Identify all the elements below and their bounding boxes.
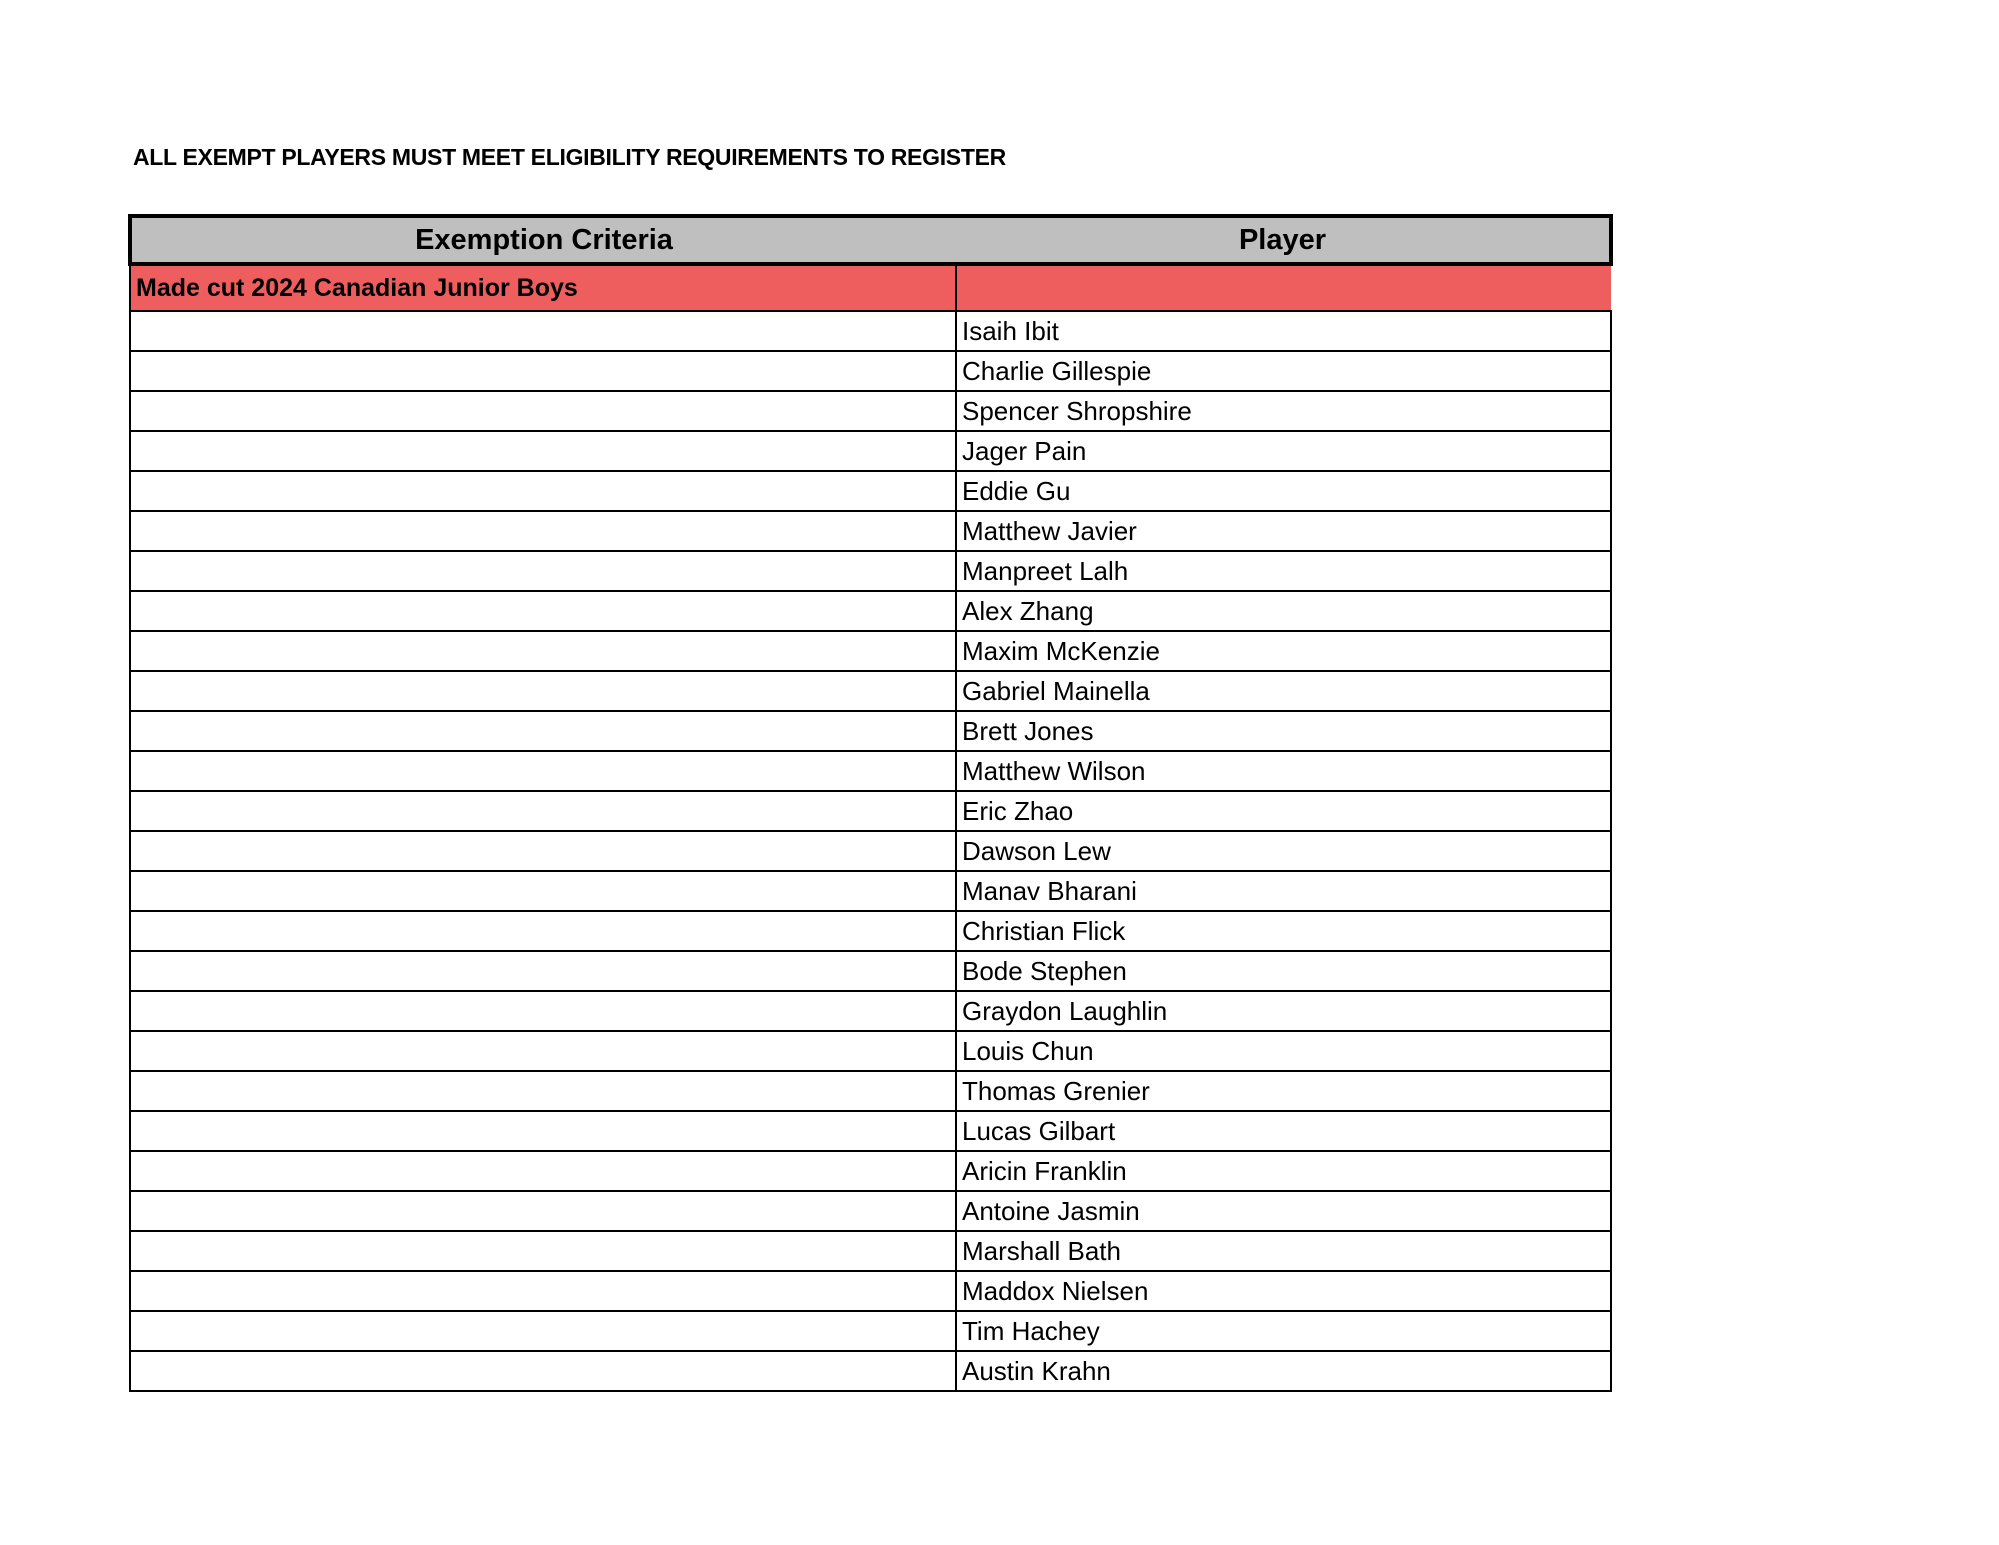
criteria-cell (130, 311, 956, 351)
table-row (130, 1151, 1611, 1191)
player-name-cell: Marshall Bath (956, 1231, 1611, 1271)
criteria-cell (130, 351, 956, 391)
player-name-cell: Graydon Laughlin (956, 991, 1611, 1031)
table-row (130, 831, 1611, 871)
player-name-cell: Spencer Shropshire (956, 391, 1611, 431)
criteria-cell (130, 671, 956, 711)
criteria-cell (130, 511, 956, 551)
table-row (130, 591, 1611, 631)
criteria-cell (130, 1311, 956, 1351)
player-name-cell: Manav Bharani (956, 871, 1611, 911)
table-row (130, 1071, 1611, 1111)
criteria-cell (130, 871, 956, 911)
table-row (130, 311, 1611, 351)
criteria-cell (130, 1151, 956, 1191)
player-name-cell: Aricin Franklin (956, 1151, 1611, 1191)
table-row (130, 711, 1611, 751)
criteria-cell (130, 631, 956, 671)
table-row (130, 911, 1611, 951)
table-row (130, 951, 1611, 991)
player-name-cell: Lucas Gilbart (956, 1111, 1611, 1151)
criteria-cell (130, 551, 956, 591)
player-name-cell: Matthew Wilson (956, 751, 1611, 791)
table-row (130, 1231, 1611, 1271)
table-row (130, 1191, 1611, 1231)
section-criteria: Made cut 2024 Canadian Junior Boys (130, 264, 956, 311)
table-row (130, 551, 1611, 591)
table-row (130, 391, 1611, 431)
exemption-table (128, 214, 1613, 1392)
player-name-cell: Eric Zhao (956, 791, 1611, 831)
table-row (130, 1351, 1611, 1391)
player-name-cell: Louis Chun (956, 1031, 1611, 1071)
header-row (130, 216, 1611, 264)
criteria-cell (130, 751, 956, 791)
header-exemption-criteria: Exemption Criteria (130, 216, 956, 264)
criteria-cell (130, 1351, 956, 1391)
criteria-cell (130, 1271, 956, 1311)
criteria-cell (130, 831, 956, 871)
table-row (130, 671, 1611, 711)
section-row (130, 264, 1611, 311)
table-row (130, 1111, 1611, 1151)
player-name-cell: Christian Flick (956, 911, 1611, 951)
player-name-cell: Maxim McKenzie (956, 631, 1611, 671)
player-name-cell: Isaih Ibit (956, 311, 1611, 351)
table-row (130, 751, 1611, 791)
eligibility-notice: ALL EXEMPT PLAYERS MUST MEET ELIGIBILITY REQUIREMENTS TO REGISTER (133, 144, 1006, 170)
player-name-cell: Antoine Jasmin (956, 1191, 1611, 1231)
table-row (130, 351, 1611, 391)
player-name-cell: Matthew Javier (956, 511, 1611, 551)
table-row (130, 791, 1611, 831)
criteria-cell (130, 1071, 956, 1111)
table-row (130, 511, 1611, 551)
section-player-cell (956, 264, 1611, 311)
player-name-cell: Thomas Grenier (956, 1071, 1611, 1111)
player-name-cell: Maddox Nielsen (956, 1271, 1611, 1311)
table-row (130, 1031, 1611, 1071)
player-name-cell: Brett Jones (956, 711, 1611, 751)
criteria-cell (130, 991, 956, 1031)
criteria-cell (130, 791, 956, 831)
table-row (130, 631, 1611, 671)
table-row (130, 991, 1611, 1031)
table-row (130, 871, 1611, 911)
criteria-cell (130, 431, 956, 471)
criteria-cell (130, 1231, 956, 1271)
header-player: Player (956, 216, 1611, 264)
criteria-cell (130, 951, 956, 991)
criteria-cell (130, 711, 956, 751)
table-row (130, 1311, 1611, 1351)
player-name-cell: Dawson Lew (956, 831, 1611, 871)
player-name-cell: Tim Hachey (956, 1311, 1611, 1351)
criteria-cell (130, 1111, 956, 1151)
criteria-cell (130, 1031, 956, 1071)
player-name-cell: Manpreet Lalh (956, 551, 1611, 591)
criteria-cell (130, 471, 956, 511)
table-row (130, 471, 1611, 511)
player-name-cell: Eddie Gu (956, 471, 1611, 511)
criteria-cell (130, 391, 956, 431)
player-name-cell: Gabriel Mainella (956, 671, 1611, 711)
table-row (130, 431, 1611, 471)
criteria-cell (130, 591, 956, 631)
player-name-cell: Bode Stephen (956, 951, 1611, 991)
player-name-cell: Austin Krahn (956, 1351, 1611, 1391)
player-name-cell: Alex Zhang (956, 591, 1611, 631)
player-name-cell: Jager Pain (956, 431, 1611, 471)
criteria-cell (130, 1191, 956, 1231)
table-row (130, 1271, 1611, 1311)
player-name-cell: Charlie Gillespie (956, 351, 1611, 391)
criteria-cell (130, 911, 956, 951)
